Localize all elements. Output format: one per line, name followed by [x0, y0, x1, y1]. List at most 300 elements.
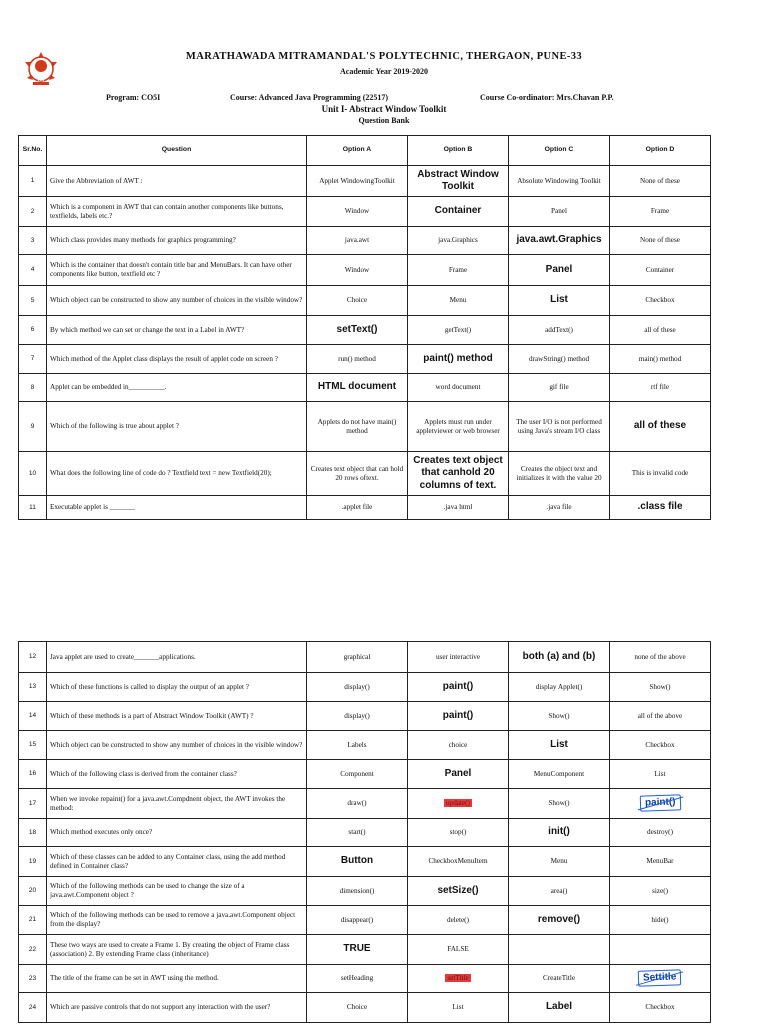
option-a-cell — [307, 345, 408, 374]
option-d-cell — [610, 731, 711, 760]
sr-no-cell — [19, 255, 47, 286]
option-d-cell — [610, 673, 711, 702]
option-b-cell — [408, 255, 509, 286]
option-a-text: setHeading — [340, 974, 374, 983]
option-c-cell — [509, 847, 610, 877]
sr-no-cell — [19, 345, 47, 374]
option-b-text: user interactive — [435, 652, 481, 661]
table-row — [19, 673, 711, 702]
option-d-cell — [610, 789, 711, 819]
sr-no-cell — [19, 847, 47, 877]
option-c-text: addText() — [545, 325, 573, 334]
option-d-text: .class file — [637, 501, 683, 513]
option-b-text: Frame — [448, 265, 468, 274]
institution-name: MARATHAWADA MITRAMANDAL'S POLYTECHNIC, THERGAON, PUNE-33 — [185, 51, 583, 62]
option-a-text: start() — [348, 828, 366, 837]
option-b-cell — [408, 789, 509, 819]
sr-no-cell — [19, 197, 47, 227]
col-header-option-a: Option A — [307, 136, 408, 166]
sr-no-cell — [19, 702, 47, 731]
option-b-cell — [408, 993, 509, 1023]
option-a-cell — [307, 702, 408, 731]
option-c-text: java.awt.Graphics — [516, 234, 602, 246]
sr-no-cell — [19, 965, 47, 993]
option-c-cell — [509, 877, 610, 906]
option-a-text: Applets do not have main() method — [317, 417, 397, 435]
question-cell — [47, 993, 307, 1023]
option-d-text: List — [654, 769, 666, 778]
sr-no-text: 13 — [28, 683, 37, 691]
question-text: When we invoke repaint() for a java.awt.Compdnent object, the AWT invokes the method: — [50, 794, 286, 812]
option-d-text: destroy() — [647, 828, 673, 837]
question-cell — [47, 731, 307, 760]
option-c-cell — [509, 496, 610, 520]
option-a-text: Window — [344, 207, 370, 216]
sr-no-text: 15 — [28, 741, 37, 749]
option-a-cell — [307, 496, 408, 520]
question-cell — [47, 496, 307, 520]
sr-no-cell — [19, 877, 47, 906]
question-text: These two ways are used to create a Frame 1. By creating the object of Frame class (association) 2. By extending Frame class (inheritance) — [50, 940, 290, 958]
option-b-cell — [408, 197, 509, 227]
option-b-text: Abstract Window Toolkit — [417, 168, 499, 192]
coordinator-label: Course Co-ordinator: Mrs.Chavan P.P. — [480, 93, 614, 102]
option-a-text: run() method — [338, 354, 376, 363]
table-row — [19, 255, 711, 286]
option-c-text: CreateTitle — [542, 974, 576, 983]
academic-year: Academic Year 2019-2020 — [340, 67, 428, 76]
option-a-cell — [307, 993, 408, 1023]
question-text: Which of the following is true about applet ? — [50, 422, 179, 431]
option-b-cell — [408, 496, 509, 520]
option-b-cell — [408, 965, 509, 993]
option-d-cell — [610, 496, 711, 520]
option-d-cell — [610, 402, 711, 452]
option-d-text: none of the above — [634, 652, 686, 661]
question-cell — [47, 847, 307, 877]
option-b-cell — [408, 316, 509, 345]
question-text: Give the Abbreviation of AWT : — [50, 176, 143, 185]
option-a-text: display() — [344, 682, 370, 691]
question-cell — [47, 227, 307, 255]
option-a-text: Choice — [346, 1003, 368, 1012]
option-a-text: disappear() — [340, 915, 374, 924]
table-row — [19, 789, 711, 819]
option-b-cell — [408, 819, 509, 847]
option-c-text: List — [550, 738, 568, 750]
table-row — [19, 906, 711, 935]
option-c-text: display Applet() — [535, 682, 583, 691]
sr-no-cell — [19, 993, 47, 1023]
question-text: Which are passive controls that do not support any interaction with the user? — [50, 1003, 271, 1012]
option-a-text: Window — [344, 265, 370, 274]
option-d-cell — [610, 702, 711, 731]
option-b-text: setTitle — [447, 974, 469, 983]
sr-no-text: 5 — [30, 296, 35, 304]
table-row — [19, 819, 711, 847]
question-cell — [47, 286, 307, 316]
question-text: Java applet are used to create_______applications. — [50, 652, 196, 661]
option-d-text: Checkbox — [645, 740, 675, 749]
option-a-text: Labels — [347, 740, 367, 749]
question-text: Which of these methods is a part of Abstract Window Toolkit (AWT) ? — [50, 711, 254, 720]
question-cell — [47, 374, 307, 402]
option-c-text: remove() — [537, 913, 581, 925]
option-b-text: paint() method — [423, 352, 493, 364]
sr-no-text: 3 — [30, 236, 35, 244]
option-d-text: MenuBar — [646, 857, 674, 866]
question-cell — [47, 345, 307, 374]
option-d-text: Container — [645, 265, 675, 274]
sr-no-text: 22 — [28, 945, 37, 953]
option-b-cell — [408, 166, 509, 197]
option-d-text: None of these — [640, 236, 680, 245]
sr-no-text: 23 — [28, 974, 37, 982]
table-row — [19, 731, 711, 760]
table-row — [19, 496, 711, 520]
option-d-cell — [610, 316, 711, 345]
option-a-cell — [307, 906, 408, 935]
option-c-cell — [509, 673, 610, 702]
question-text: Which method of the Applet class displays the result of applet code on screen ? — [50, 354, 278, 363]
option-d-cell — [610, 819, 711, 847]
option-d-cell — [610, 877, 711, 906]
option-c-cell — [509, 760, 610, 789]
option-c-cell — [509, 965, 610, 993]
question-cell — [47, 197, 307, 227]
option-c-cell — [509, 731, 610, 760]
option-c-text: Label — [545, 1001, 573, 1013]
sr-no-cell — [19, 316, 47, 345]
option-b-text: CheckboxMenuItem — [428, 857, 488, 866]
option-b-text: paint() — [442, 680, 474, 692]
option-d-cell — [610, 452, 711, 496]
option-a-cell — [307, 286, 408, 316]
sr-no-text: 20 — [28, 887, 37, 895]
option-b-cell — [408, 935, 509, 965]
sr-no-text: 24 — [28, 1003, 37, 1011]
sr-no-text: 9 — [30, 422, 35, 430]
question-text: Which of the following methods can be used to remove a java.awt.Component object from the display? — [50, 911, 296, 928]
option-d-text: all of these — [644, 325, 676, 334]
option-d-cell — [610, 760, 711, 789]
option-d-cell — [610, 166, 711, 197]
option-a-text: Applet WindowingToolkit — [319, 176, 395, 185]
col-header-option-c: Option C — [509, 136, 610, 166]
option-d-cell — [610, 935, 711, 965]
option-a-cell — [307, 819, 408, 847]
option-a-cell — [307, 374, 408, 402]
option-a-cell — [307, 760, 408, 789]
sr-no-text: 19 — [28, 857, 37, 865]
question-text: Which is a component in AWT that can contain another components like buttons, textfields, labels etc.? — [50, 202, 284, 220]
question-cell — [47, 166, 307, 197]
option-c-cell — [509, 642, 610, 673]
option-d-cell — [610, 965, 711, 993]
option-a-cell — [307, 673, 408, 702]
option-c-text: init() — [548, 826, 570, 838]
table-row — [19, 345, 711, 374]
option-a-cell — [307, 789, 408, 819]
option-c-cell — [509, 402, 610, 452]
option-d-cell — [610, 286, 711, 316]
option-d-cell — [610, 227, 711, 255]
question-text: Which object can be constructed to show any number of choices in the visible window? — [50, 296, 303, 305]
question-text: Which of these classes can be added to any Container class, using the add method defined in Container class? — [50, 852, 286, 870]
option-c-cell — [509, 316, 610, 345]
option-b-cell — [408, 906, 509, 935]
sr-no-text: 6 — [30, 326, 35, 334]
question-text: Applet can be embedded in__________. — [50, 383, 167, 392]
option-a-text: Button — [340, 855, 374, 867]
sr-no-cell — [19, 819, 47, 847]
option-d-text: Settitle — [638, 970, 682, 988]
table-row — [19, 993, 711, 1023]
option-a-text: draw() — [347, 799, 367, 808]
option-d-cell — [610, 993, 711, 1023]
question-text: Which class provides many methods for graphics programming? — [50, 236, 236, 245]
option-b-text: paint() — [442, 709, 474, 721]
question-cell — [47, 935, 307, 965]
option-c-cell — [509, 197, 610, 227]
option-b-text: setSize() — [437, 884, 479, 896]
question-text: The title of the frame can be set in AWT using the method. — [50, 974, 219, 983]
question-text: What does the following line of code do ? Textfield text = new Textfield(20); — [50, 469, 272, 478]
question-cell — [47, 965, 307, 993]
option-d-text: hide() — [651, 915, 669, 924]
unit-title: Unit I- Abstract Window Toolkit — [321, 104, 447, 114]
table-row — [19, 760, 711, 789]
sr-no-text: 8 — [30, 383, 35, 391]
question-text: Which object can be constructed to show any number of choices in the visible window? — [50, 740, 303, 749]
option-c-text: List — [550, 294, 568, 306]
sr-no-cell — [19, 402, 47, 452]
option-c-text: area() — [550, 886, 568, 895]
option-c-text: Menu — [550, 857, 568, 866]
option-c-cell — [509, 819, 610, 847]
question-cell — [47, 906, 307, 935]
option-b-text: Container — [434, 205, 482, 217]
question-text: Executable applet is _______ — [50, 503, 135, 512]
option-a-text: Creates text object that can hold 20 rows oftext. — [310, 464, 404, 482]
option-d-cell — [610, 642, 711, 673]
option-c-text: both (a) and (b) — [522, 650, 596, 662]
question-cell — [47, 452, 307, 496]
option-d-text: rtf file — [650, 383, 670, 392]
option-c-cell — [509, 345, 610, 374]
question-cell — [47, 255, 307, 286]
option-a-text: Component — [340, 769, 374, 778]
option-d-cell — [610, 345, 711, 374]
option-a-cell — [307, 965, 408, 993]
option-c-text: Panel — [545, 263, 573, 275]
option-b-text: Panel — [444, 767, 472, 779]
question-cell — [47, 316, 307, 345]
sr-no-text: 12 — [28, 653, 37, 661]
option-b-cell — [408, 702, 509, 731]
option-c-text: MenuComponent — [533, 769, 585, 778]
question-text: Which of these functions is called to display the output of an applet ? — [50, 682, 250, 691]
question-text: Which is the container that doesn't contain title bar and MenuBars. It can have other components like button, textfield etc ? — [50, 261, 292, 278]
table-row — [19, 965, 711, 993]
option-c-cell — [509, 286, 610, 316]
option-b-cell — [408, 345, 509, 374]
sr-no-cell — [19, 452, 47, 496]
option-b-text: FALSE — [447, 945, 469, 954]
option-a-cell — [307, 935, 408, 965]
option-c-cell — [509, 374, 610, 402]
option-a-cell — [307, 255, 408, 286]
option-b-cell — [408, 673, 509, 702]
option-d-cell — [610, 847, 711, 877]
sr-no-text: 7 — [30, 355, 35, 363]
option-b-cell — [408, 402, 509, 452]
option-b-cell — [408, 227, 509, 255]
table-row — [19, 702, 711, 731]
question-cell — [47, 642, 307, 673]
option-d-text: Show() — [649, 682, 671, 691]
option-d-text: size() — [652, 886, 668, 895]
option-a-text: dimension() — [339, 886, 375, 895]
option-b-cell — [408, 374, 509, 402]
question-text: By which method we can set or change the text in a Label in AWT? — [50, 325, 245, 334]
sr-no-text: 21 — [28, 916, 37, 924]
option-b-text: java.Graphics — [438, 236, 478, 245]
option-b-cell — [408, 731, 509, 760]
option-d-text: None of these — [640, 176, 680, 185]
sr-no-text: 10 — [28, 469, 37, 477]
course-label: Course: Advanced Java Programming (22517) — [230, 93, 389, 102]
option-b-cell — [408, 642, 509, 673]
col-header-question: Question — [47, 136, 307, 166]
sr-no-cell — [19, 286, 47, 316]
question-text: Which of the following methods can be used to change the size of a java.awt.Component object ? — [50, 882, 245, 899]
option-a-cell — [307, 197, 408, 227]
question-cell — [47, 819, 307, 847]
option-c-text: Absolute Windowing Toolkit — [517, 176, 601, 185]
option-a-text: HTML document — [317, 381, 397, 393]
question-cell — [47, 877, 307, 906]
option-a-cell — [307, 316, 408, 345]
option-c-cell — [509, 166, 610, 197]
option-b-cell — [408, 286, 509, 316]
option-a-cell — [307, 847, 408, 877]
option-a-cell — [307, 731, 408, 760]
option-b-text: Menu — [449, 296, 467, 305]
option-d-text: Checkbox — [645, 296, 675, 305]
option-a-cell — [307, 402, 408, 452]
option-d-text: paint() — [639, 795, 680, 813]
option-b-text: word document — [435, 383, 481, 392]
program-label: Program: CO5I — [106, 93, 161, 102]
option-c-cell — [509, 935, 610, 965]
option-d-text: Frame — [650, 207, 670, 216]
option-c-text: gif file — [549, 383, 569, 392]
col-header-option-b: Option B — [408, 136, 509, 166]
table-row — [19, 374, 711, 402]
sr-no-cell — [19, 935, 47, 965]
option-c-text: drawString() method — [528, 354, 590, 363]
col-header-srno: Sr.No. — [19, 136, 47, 166]
sr-no-cell — [19, 760, 47, 789]
option-a-text: setText() — [336, 323, 378, 335]
option-d-cell — [610, 906, 711, 935]
option-a-text: display() — [344, 711, 370, 720]
option-b-cell — [408, 452, 509, 496]
option-a-cell — [307, 642, 408, 673]
option-d-cell — [610, 374, 711, 402]
question-cell — [47, 760, 307, 789]
option-c-cell — [509, 452, 610, 496]
option-b-text: Applets must run under appletviewer or web browser — [416, 417, 500, 435]
option-b-text: choice — [448, 740, 468, 749]
option-b-text: List — [452, 1003, 464, 1012]
table-row — [19, 227, 711, 255]
sr-no-text: 11 — [29, 503, 36, 511]
question-text: Which of the following class is derived from the container class? — [50, 769, 237, 778]
table-row — [19, 402, 711, 452]
option-a-text: .applet file — [341, 503, 373, 512]
question-table-2 — [18, 641, 711, 1023]
svg-text:M: M — [37, 74, 45, 83]
option-c-text: The user I/O is not performed using Java's stream I/O class — [516, 417, 602, 435]
option-a-text: java.awt — [344, 236, 370, 245]
option-b-cell — [408, 847, 509, 877]
option-b-text: delete() — [447, 915, 469, 924]
option-b-text: update() — [446, 799, 470, 808]
option-c-text: Panel — [551, 207, 567, 216]
table-row — [19, 316, 711, 345]
sr-no-cell — [19, 906, 47, 935]
sr-no-text: 17 — [28, 799, 37, 807]
question-cell — [47, 702, 307, 731]
table-row — [19, 166, 711, 197]
question-text: Which method executes only once? — [50, 828, 153, 837]
option-c-text: .java file — [546, 503, 572, 512]
option-a-cell — [307, 452, 408, 496]
table-row — [19, 286, 711, 316]
option-c-cell — [509, 789, 610, 819]
option-c-cell — [509, 906, 610, 935]
option-b-text: .java html — [443, 503, 473, 512]
option-d-text: all of the above — [637, 711, 683, 720]
sr-no-text: 16 — [28, 770, 37, 778]
option-c-cell — [509, 993, 610, 1023]
option-a-text: TRUE — [343, 943, 371, 955]
option-d-cell — [610, 197, 711, 227]
question-cell — [47, 402, 307, 452]
option-d-text: all of these — [633, 420, 687, 432]
option-c-text: Show() — [548, 711, 570, 720]
option-d-cell — [610, 255, 711, 286]
table-row — [19, 452, 711, 496]
option-c-cell — [509, 255, 610, 286]
option-a-text: Choice — [346, 296, 368, 305]
col-header-option-d: Option D — [610, 136, 711, 166]
table-row — [19, 642, 711, 673]
sr-no-text: 18 — [28, 828, 37, 836]
option-b-cell — [408, 760, 509, 789]
option-b-text: getText() — [444, 325, 472, 334]
sr-no-cell — [19, 166, 47, 197]
sr-no-cell — [19, 496, 47, 520]
option-a-cell — [307, 166, 408, 197]
sr-no-text: 1 — [30, 177, 35, 185]
question-cell — [47, 673, 307, 702]
table-row — [19, 935, 711, 965]
option-c-text: Show() — [548, 799, 570, 808]
option-d-text: main() method — [638, 354, 682, 363]
